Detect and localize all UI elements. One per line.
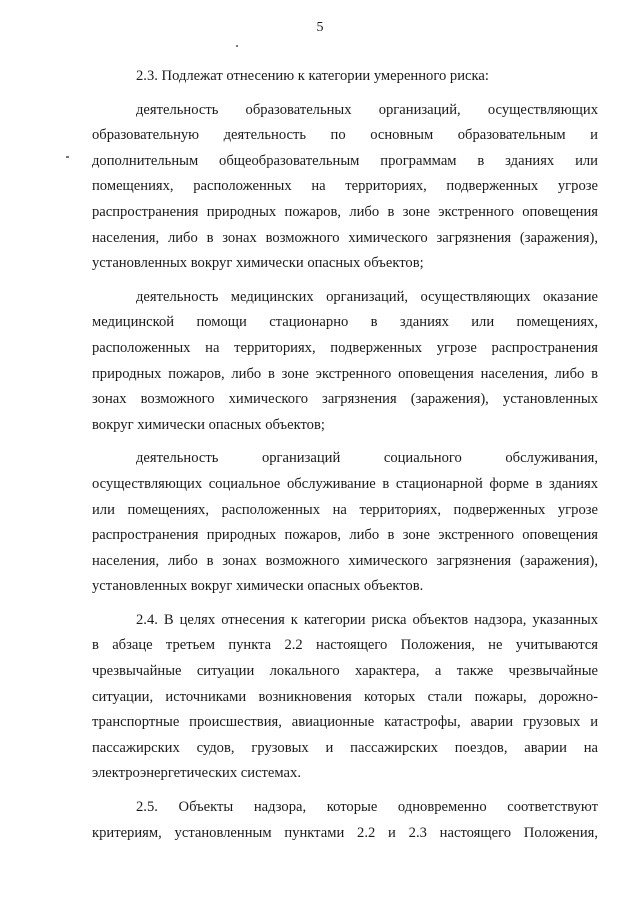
text-line: деятельность медицинских организаций, осуществляющих оказание [136, 288, 598, 305]
paragraph-2-4 [92, 608, 598, 787]
text-line: критериям, установленным пунктами 2.2 и 2.3 настоящего Положения, [92, 824, 598, 841]
scan-speck [66, 156, 69, 158]
text-line: электроэнергетических системах. [92, 765, 301, 782]
text-line: установленных вокруг химически опасных объектов; [92, 255, 424, 272]
page-number: 5 [316, 20, 324, 35]
text-line: образовательную деятельность по основным образовательным и [92, 127, 598, 144]
text-line: 2.5. Объекты надзора, которые одновременно соответствуют [136, 799, 598, 816]
text-line: установленных вокруг химически опасных объектов. [92, 578, 424, 595]
text-line: медицинской помощи стационарно в зданиях или помещениях, [92, 314, 598, 331]
text-line: 2.3. Подлежат отнесению к категории умеренного риска: [136, 68, 489, 84]
paragraph-2-5 [92, 795, 598, 846]
text-line: осуществляющих социальное обслуживание в стационарной форме в зданиях [92, 475, 598, 492]
paragraph-2-3-heading [92, 64, 598, 90]
text-line: пассажирских судов, грузовых и пассажирских поездов, аварии на [92, 739, 598, 756]
paragraph-educational-organizations [92, 98, 598, 277]
text-line: зонах возможного химического загрязнения (заражения), установленных [92, 391, 598, 408]
text-line: чрезвычайные ситуации локального характера, а также чрезвычайные [92, 663, 598, 680]
text-line: 2.4. В целях отнесения к категории риска объектов надзора, указанных [136, 611, 598, 628]
text-line: вокруг химически опасных объектов; [92, 416, 325, 433]
text-line: транспортные происшествия, авиационные катастрофы, аварии грузовых и [92, 714, 598, 731]
text-line: расположенных на территориях, подверженных угрозе распространения [92, 339, 598, 356]
text-line: помещениях, расположенных на территориях, подверженных угрозе [92, 178, 598, 195]
text-line: дополнительным общеобразовательным программам в зданиях или [92, 152, 598, 169]
text-line: деятельность образовательных организаций, осуществляющих [136, 101, 598, 118]
paragraph-medical-organizations [92, 285, 598, 439]
text-line: в абзаце третьем пункта 2.2 настоящего Положения, не учитываются [92, 637, 598, 654]
text-line: ситуации, источниками возникновения которых стали пожары, дорожно- [92, 688, 598, 705]
scan-speck [236, 45, 238, 47]
text-line: или помещениях, расположенных на территориях, подверженных угрозе [92, 501, 598, 518]
text-line: населения, либо в зонах возможного химического загрязнения (заражения), [92, 229, 598, 246]
text-line: природных пожаров, либо в зоне экстренного оповещения населения, либо в [92, 365, 598, 382]
text-line: населения, либо в зонах возможного химического загрязнения (заражения), [92, 552, 598, 569]
document-body [92, 64, 598, 846]
text-line: распространения природных пожаров, либо в зоне экстренного оповещения [92, 527, 598, 544]
paragraph-social-service-organizations [92, 446, 598, 600]
text-line: деятельность организаций социального обслуживания, [136, 450, 598, 467]
text-line: распространения природных пожаров, либо в зоне экстренного оповещения [92, 203, 598, 220]
